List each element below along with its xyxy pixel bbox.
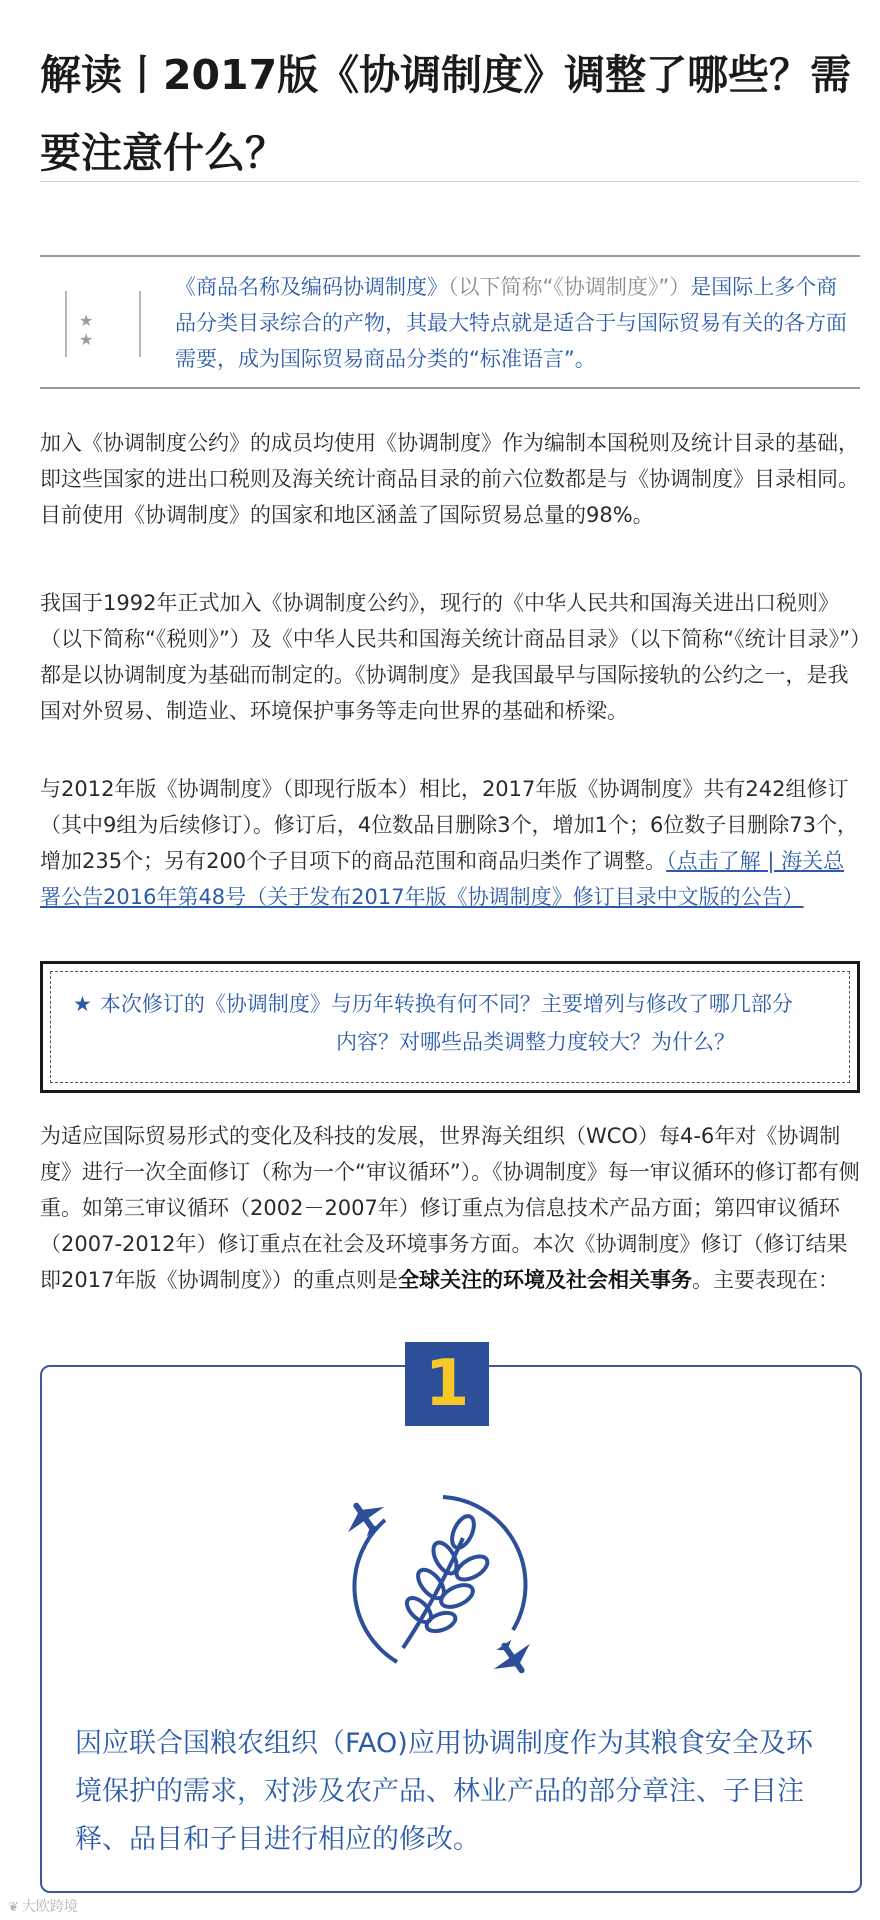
paragraph-4-emphasis: 全球关注的环境及社会相关事务 <box>397 1268 692 1292</box>
watermark-text: 大欧跨境 <box>21 1899 78 1915</box>
stars-icon: ★ ★ <box>79 311 112 349</box>
intro-quote-box <box>40 255 860 389</box>
question-line-2: 内容？对哪些品类调整力度较大？为什么？ <box>336 1030 735 1054</box>
quote-bottom-rule <box>40 387 860 389</box>
paragraph-4-text: 为适应国际贸易形式的变化及科技的发展，世界海关组织（WCO）每4-6年对《协调制度》进行一次全面修订（称为一个“审议循环”）。《协调制度》每一审议循环的修订都有侧重。如第三审议循环（2002－2007年）修订重点为信息技术产品方面；第四审议循环（2007-2012年）修订重点在社会及环境事务方面。本次《协调制度》修订（修订结果即2017年版《协调制度》）的重点则是 <box>40 1124 860 1292</box>
paragraph-2: 我国于1992年正式加入《协调制度公约》，现行的《中华人民共和国海关进出口税则》（以下简称“《税则》”）及《中华人民共和国海关统计商品目录》（以下简称“《统计目录》”）都是以协调制度为基础而制定的。《协调制度》是我国最早与国际接轨的公约之一，是我国对外贸易、制造业、环境保护事务等走向世界的基础和桥梁。 <box>40 591 861 723</box>
quote-mark <box>65 291 141 357</box>
intro-text <box>175 269 855 377</box>
star-icon: ★ <box>73 992 92 1016</box>
section-1-text: 因应联合国粮农组织（FAO)应用协调制度作为其粮食安全及环境保护的需求，对涉及农产品、林业产品的部分章注、子目注释、品目和子目进行相应的修改。 <box>75 1728 813 1855</box>
section-number-badge: 1 <box>405 1342 489 1426</box>
question-text-1: 本次修订的《协调制度》与历年转换有何不同？主要增列与修改了哪几部分 <box>99 992 793 1016</box>
title-divider <box>40 181 860 182</box>
paragraph-4 <box>40 1118 865 1298</box>
question-line-1 <box>73 986 793 1022</box>
paragraph-3 <box>40 771 865 915</box>
intro-rest: 是国际上多个商品分类目录综合的产物，其最大特点就是适合于与国际贸易有关的各方面需要，成为国际贸易商品分类的“标准语言”。 <box>175 275 847 371</box>
announcement-link[interactable]: （点击了解 | 海关总署公告2016年第48号（关于发布2017年版《协调制度》修订目录中文版的公告） <box>40 849 845 909</box>
intro-name: 《商品名称及编码协调制度》 <box>175 275 448 299</box>
quote-top-rule <box>40 255 860 257</box>
intro-aside: （以下简称“《协调制度》”） <box>448 275 691 299</box>
wheat-plane-icon <box>335 1480 545 1690</box>
paragraph-4-end: 。主要表现在： <box>691 1268 839 1292</box>
article-title: 解读丨2017版《协调制度》调整了哪些？需要注意什么？ <box>40 51 852 177</box>
watermark-logo-icon: ❦ <box>8 1900 19 1915</box>
watermark <box>8 1896 78 1916</box>
question-box <box>40 961 860 1093</box>
paragraph-3-text: 与2012年版《协调制度》（即现行版本）相比，2017年版《协调制度》共有242组修订（其中9组为后续修订）。修订后，4位数品目删除3个，增加1个；6位数子目删除73个，增加235个；另有200个子目项下的商品范围和商品归类作了调整。 <box>40 777 859 873</box>
paragraph-1: 加入《协调制度公约》的成员均使用《协调制度》作为编制本国税则及统计目录的基础，即这些国家的进出口税则及海关统计商品目录的前六位数都是与《协调制度》目录相同。目前使用《协调制度》的国家和地区涵盖了国际贸易总量的98%。 <box>40 431 859 527</box>
